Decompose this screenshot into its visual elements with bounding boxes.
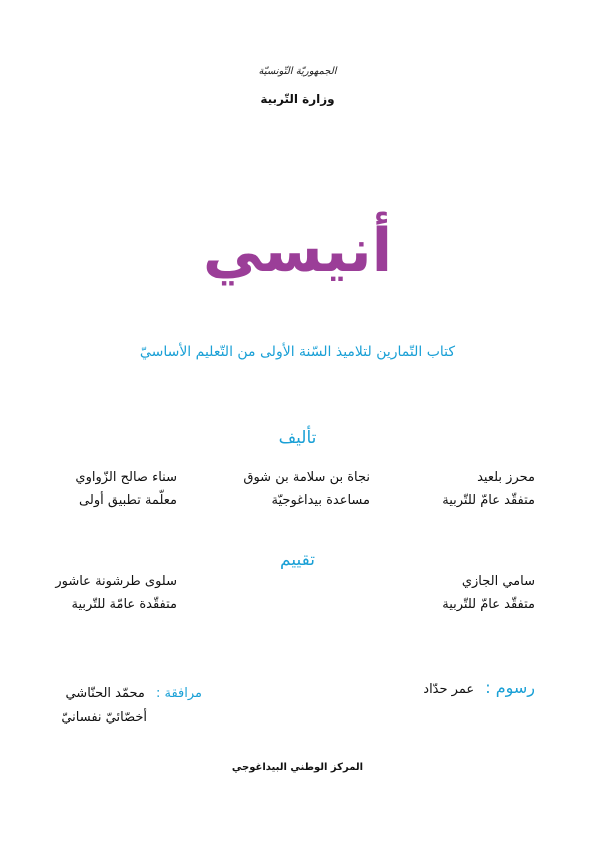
evaluator-card bbox=[442, 574, 535, 612]
author-role: معلّمة تطبيق أولى bbox=[79, 493, 177, 508]
author-role: متفقّد عامّ للتّربية bbox=[442, 493, 535, 508]
evaluation-heading: تقييم bbox=[280, 550, 315, 570]
author-name: محرز بلعيد bbox=[477, 470, 535, 485]
author-card bbox=[75, 470, 177, 508]
author-card bbox=[442, 470, 535, 508]
author-card bbox=[243, 470, 370, 508]
authorship-heading: تأليف bbox=[278, 428, 317, 448]
evaluator-card bbox=[55, 574, 177, 612]
illustration-credit bbox=[423, 678, 535, 697]
illustrator-name: عمر حدّاد bbox=[423, 682, 475, 697]
author-name: نجاة بن سلامة بن شوق bbox=[243, 470, 370, 485]
evaluator-name: سامي الجازي bbox=[461, 574, 535, 589]
evaluator-role: متفقّد عامّ للتّربية bbox=[442, 597, 535, 612]
publisher-name: المركز الوطني البيداغوجي bbox=[231, 762, 364, 773]
evaluator-role: متفقّدة عامّة للتّربية bbox=[71, 597, 177, 612]
support-credit bbox=[65, 682, 202, 701]
book-subtitle: كتاب التّمارين لتلاميذ السّنة الأولى من التّعليم الأساسيّ bbox=[139, 344, 456, 360]
ministry-name: وزارة التّربية bbox=[260, 92, 335, 106]
author-name: سناء صالح الزّواوي bbox=[75, 470, 177, 485]
republic-name: الجمهوريّة التّونسيّة bbox=[258, 66, 337, 77]
book-title: أنيسي bbox=[202, 216, 393, 286]
author-role: مساعدة بيداغوجيّة bbox=[271, 493, 370, 508]
support-name: محمّد الحنّاشي bbox=[65, 686, 145, 701]
evaluator-name: سلوى طرشونة عاشور bbox=[55, 574, 177, 589]
support-label: مرافقة : bbox=[155, 686, 202, 701]
support-role: أخصّائيّ نفسانيّ bbox=[61, 710, 147, 725]
illustration-label: رسوم : bbox=[485, 678, 535, 697]
